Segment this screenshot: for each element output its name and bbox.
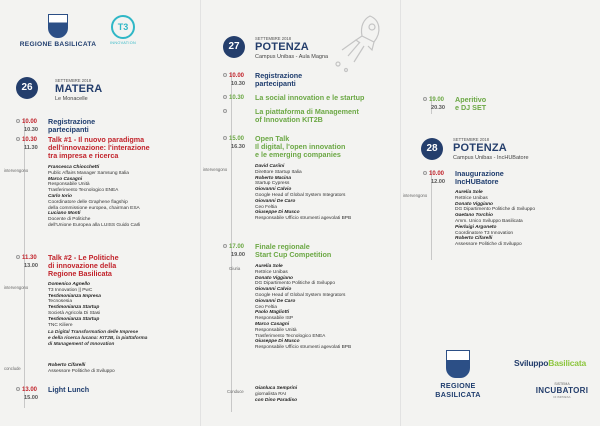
role-label: intervengono xyxy=(203,167,228,172)
person: Giuseppe Di Musco Responsabile Ufficio strumenti agevolati BPB xyxy=(255,210,352,222)
event-end: 20.30 xyxy=(431,104,445,111)
regione-basilicata-logo-bottom xyxy=(418,350,498,399)
person: Aurelia Sole Rettrice Unibas xyxy=(255,264,288,275)
event-start: 11.30 xyxy=(22,255,37,261)
t3-icon: T3 xyxy=(111,15,135,39)
inaugurazione-people xyxy=(455,190,595,248)
person: Giovanni Calvio Google Head of Global System Integrators xyxy=(255,187,346,198)
bullet-icon xyxy=(223,109,227,113)
role-label: conclude xyxy=(4,366,21,371)
day-28-month: SETTEMBRE 2018 xyxy=(453,137,490,142)
person: Marco Casagni Responsabile Unità Trasferimento Tecnologico ENEA xyxy=(48,176,119,194)
crest-icon xyxy=(446,350,470,378)
event-start-cup xyxy=(223,243,398,261)
event-start: 10.00 xyxy=(229,73,245,79)
day-27-venue: Campus Unibas - Aula Magna xyxy=(255,54,329,60)
role-label: intervengono xyxy=(4,285,29,290)
event-end: 11.30 xyxy=(24,144,38,151)
person: Donato Viggiano DG Dipartimento Politiche di Sviluppo xyxy=(455,201,535,213)
event-inaugurazione xyxy=(423,170,598,188)
rocket-icon xyxy=(330,10,390,80)
person: Gianluca Semprini giornalista RAI xyxy=(255,386,298,397)
regione-logo-text: REGIONE BASILICATA xyxy=(19,41,97,48)
open-talk-people xyxy=(255,164,400,222)
bullet-icon xyxy=(223,136,227,140)
person: Roberto Macina Startup Cypress xyxy=(255,175,291,187)
giuria-people xyxy=(255,264,400,351)
event-start: 10.00 xyxy=(22,119,38,125)
event-start: 10.30 xyxy=(22,137,38,143)
person: Domenico Agnello T3 Innovation || PwC xyxy=(48,282,93,293)
bullet-icon xyxy=(423,97,427,101)
event-start: 17.00 xyxy=(229,244,245,250)
person: Giovanni Calvio Google Head of Global System Integrators xyxy=(255,287,346,298)
person: Testimonianza Startup TNC Kiliere xyxy=(48,316,100,328)
crest-icon xyxy=(48,14,68,38)
person: Marco Casagni Responsabile Unità Trasferimento Tecnologico ENEA xyxy=(255,321,326,339)
day-27-month: SETTEMBRE 2018 xyxy=(255,36,292,41)
bullet-icon xyxy=(16,387,20,391)
event-title: Talk #2 - Le Politiche di innovazione della Regione Basilicata xyxy=(48,253,119,278)
talk2-people xyxy=(48,282,198,348)
person: Testimonianza Impresa Tecnosesia xyxy=(48,293,101,305)
day-26-city: MATERA xyxy=(55,83,103,95)
event-start: 10.00 xyxy=(429,171,445,177)
day-28-venue: Campus Unibas - IncHUBatore xyxy=(453,155,529,161)
column-day-26 xyxy=(0,0,200,426)
role-label: Conduce xyxy=(227,389,244,394)
event-start: 13.00 xyxy=(22,387,38,393)
person: Paolo Magliotti Responsabile ISP xyxy=(255,310,294,322)
bullet-icon xyxy=(223,244,227,248)
event-end: 15.00 xyxy=(24,394,38,401)
bullet-icon xyxy=(423,171,427,175)
event-title: Open Talk Il digital, l'open innovation e le emerging companies xyxy=(255,134,346,159)
role-label: intervengono xyxy=(403,193,428,198)
bullet-icon xyxy=(16,137,20,141)
event-talk1 xyxy=(16,136,196,164)
person: Pierluigi Argoneto Coordinatore T3 Innovation xyxy=(455,224,514,236)
conduce-people xyxy=(255,386,400,403)
person: Testimonianza Startup Società Agricola Di Stasi xyxy=(48,305,101,316)
person: Carlo Iorio Coordinatore delle Graphene flagship della commissione europea, chairman ESA xyxy=(48,193,140,211)
regione-basilicata-logo xyxy=(18,14,98,48)
person: Giuseppe Di Musco Responsabile Ufficio strumenti agevolati BPB xyxy=(255,339,352,351)
person: Francesca Chiocchetti Public Affairs Manager Samsung Italia xyxy=(48,165,129,176)
day-27-city: POTENZA xyxy=(255,41,309,53)
bullet-icon xyxy=(223,95,227,99)
person: Luciano Monti Docente di Politiche dell'Unione Europea alla LUISS Guido Carli xyxy=(48,211,141,228)
event-end: 16.30 xyxy=(231,143,245,150)
event-title: La social innovation e le startup xyxy=(255,93,365,102)
person: Donato Viggiano DG Dipartimento Politiche di Sviluppo xyxy=(255,275,335,287)
event-aperitivo xyxy=(423,96,598,114)
t3-logo-text: INNOVATION xyxy=(109,41,137,45)
event-end: 10.30 xyxy=(24,126,38,133)
event-start: 19.00 xyxy=(429,97,445,103)
event-end: 10.30 xyxy=(231,80,245,87)
day-26-month: SETTEMBRE 2018 xyxy=(55,78,92,83)
event-end: 13.00 xyxy=(24,262,38,269)
bullet-icon xyxy=(223,73,227,77)
talk1-people xyxy=(48,165,198,229)
event-title: Registrazione partecipanti xyxy=(255,71,303,88)
event-title: Light Lunch xyxy=(48,385,90,394)
day-badge-28: 28 xyxy=(421,138,443,160)
event-title: Talk #1 - Il nuovo paradigma dell'innovazione: l'interazione tra impresa e ricerca xyxy=(48,135,150,160)
event-social-innovation xyxy=(223,94,398,104)
t3-innovation-logo xyxy=(103,15,143,45)
event-end: 19.00 xyxy=(231,251,245,258)
day-28-city: POTENZA xyxy=(453,142,507,154)
event-title: Finale regionale Start Cup Competition xyxy=(255,242,332,259)
person: Aurelia Sole Rettrice Unibas xyxy=(455,190,488,201)
event-title: Registrazione partecipanti xyxy=(48,117,96,134)
sistema-incubatori-logo: SISTEMA INCUBATORI DI IMPRESA xyxy=(535,382,589,399)
event-kit2b xyxy=(223,108,398,126)
person: Roberto Cifarelli Assessore Politiche di Sviluppo xyxy=(48,363,115,374)
bullet-icon xyxy=(16,119,20,123)
event-title: La piattaforma di Management of Innovation KIT2B xyxy=(255,107,359,124)
event-open-talk xyxy=(223,135,398,163)
event-end: 12.00 xyxy=(431,178,445,185)
talk2-note: La Digital Transformation delle Imprese e della ricerca lucana: KIT2B, la piattaforma di Management of Innovation xyxy=(48,330,148,347)
event-title: Aperitivo e DJ SET xyxy=(455,95,487,112)
event-start: 10.30 xyxy=(229,95,245,101)
person: Giovanni De Caro Ceo Feltia xyxy=(255,198,296,210)
person: Giovanni De Caro Ceo Feltia xyxy=(255,298,296,310)
event-talk2 xyxy=(16,254,196,282)
person: Gaetano Torchio Amm. Unico Sviluppo Basilicata xyxy=(455,213,523,224)
day-26-venue: Le Monacelle xyxy=(55,96,88,102)
event-start: 15.00 xyxy=(229,136,245,142)
sviluppo-basilicata-logo: SviluppoBasilicata xyxy=(514,358,586,368)
person: David Cariini Direttore Startup Italia xyxy=(255,164,302,175)
person: Roberto Cifarelli Assessore Politiche di Sviluppo xyxy=(455,236,522,248)
day-badge-27: 27 xyxy=(223,36,245,58)
event-lunch xyxy=(16,386,196,404)
role-label: intervengono xyxy=(4,168,29,173)
bullet-icon xyxy=(16,255,20,259)
conclude-people xyxy=(48,363,198,375)
day-badge-26: 26 xyxy=(16,77,38,99)
role-label: Giuria xyxy=(229,266,241,271)
person: con Dino Paradiso xyxy=(255,397,298,403)
regione-logo-text: REGIONE BASILICATA xyxy=(435,381,481,399)
event-title: Inaugurazione IncHUBatore xyxy=(455,169,504,186)
